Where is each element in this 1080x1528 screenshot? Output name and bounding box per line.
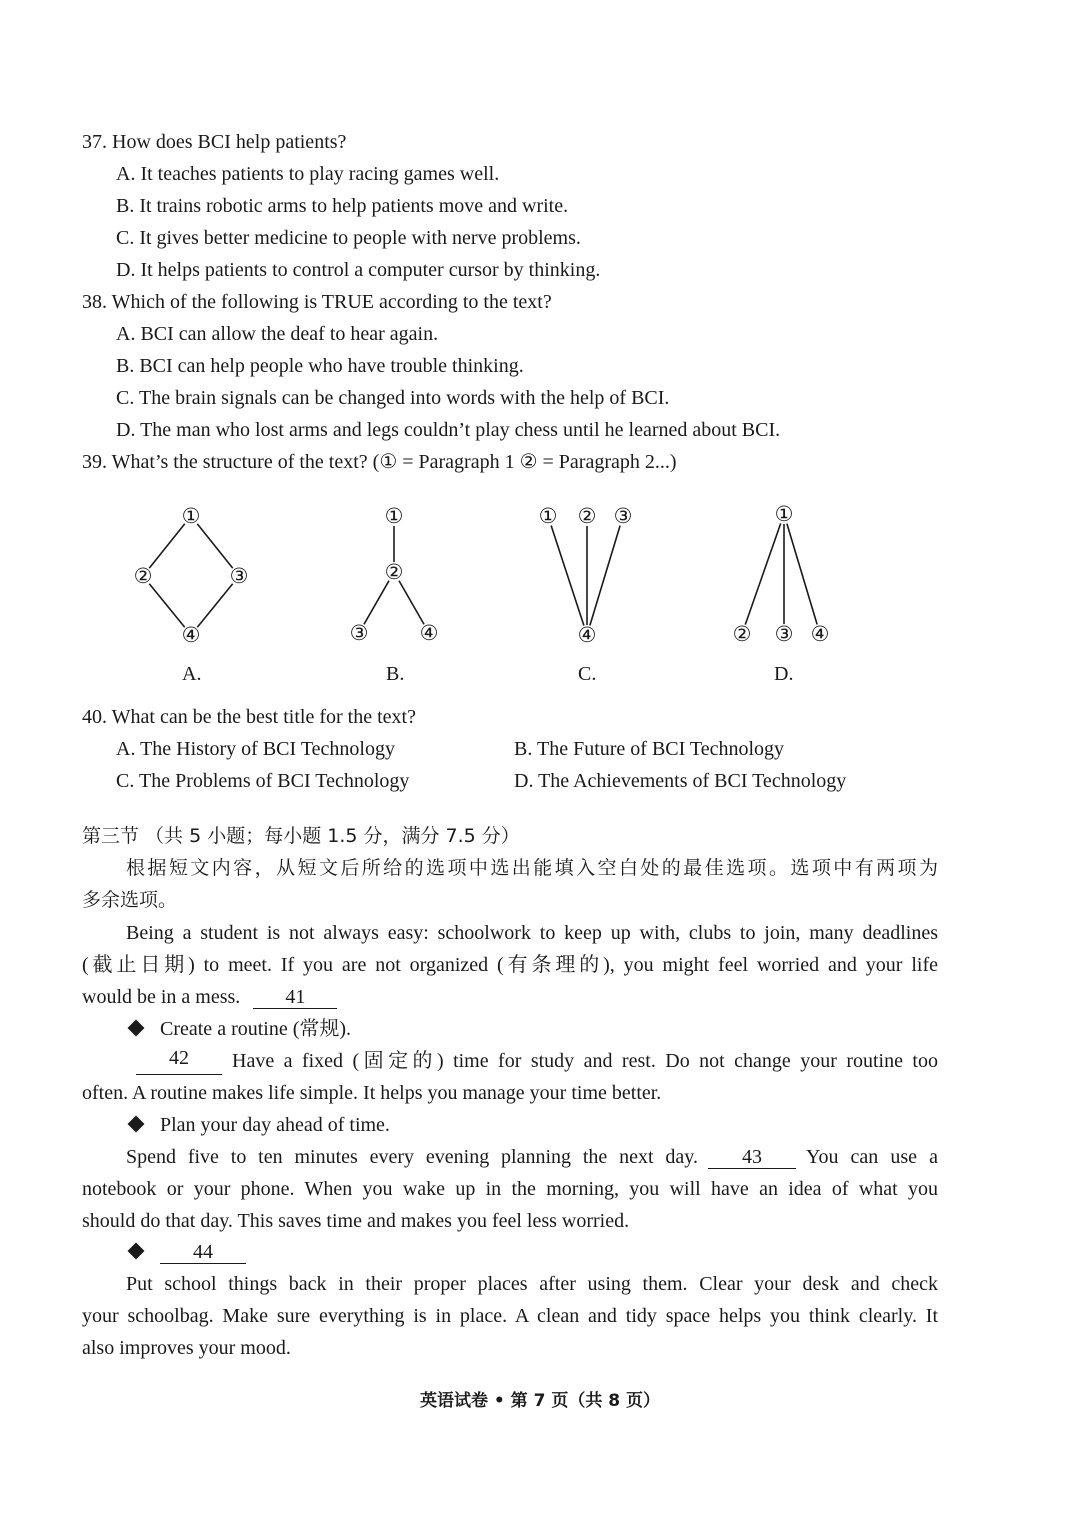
- section-instructions-line1: 根据短文内容，从短文后所给的选项中选出能填入空白处的最佳选项。选项中有两项为: [126, 857, 938, 879]
- section-heading: 第三节 （共 5 小题；每小题 1.5 分，满分 7.5 分）: [82, 825, 520, 847]
- diagram-label-c: C.: [578, 663, 597, 685]
- diamond-bullet-icon: [128, 1020, 145, 1037]
- passage-p3-line1-text-b: You can use a: [806, 1146, 938, 1168]
- diagram-d-node-4: ④: [810, 622, 830, 646]
- passage-p4-line2: your schoolbag. Make sure everything is in place. A clean and tidy space helps you think clearly. It: [82, 1305, 938, 1327]
- diagram-d-node-1: ①: [774, 502, 794, 526]
- diagram-a-node-1: ①: [181, 504, 201, 528]
- diagram-c-node-4: ④: [577, 623, 597, 647]
- bullet-plan-day-text: Plan your day ahead of time.: [160, 1114, 390, 1136]
- q38-option-b: B. BCI can help people who have trouble thinking.: [116, 355, 524, 377]
- diagram-b-node-1: ①: [384, 504, 404, 528]
- blank-41[interactable]: 41: [253, 986, 337, 1009]
- passage-p4-line3: also improves your mood.: [82, 1337, 291, 1359]
- passage-p4-line1: Put school things back in their proper places after using them. Clear your desk and check: [126, 1273, 938, 1295]
- diagram-c-node-1: ①: [538, 504, 558, 528]
- blank-43[interactable]: 43: [708, 1146, 796, 1169]
- diagram-label-b: B.: [386, 663, 405, 685]
- bullet-44: [130, 1238, 246, 1266]
- q38-option-c: C. The brain signals can be changed into words with the help of BCI.: [116, 387, 670, 409]
- page-footer: 英语试卷 • 第 7 页（共 8 页）: [419, 1391, 661, 1411]
- diagram-c-node-2: ②: [577, 504, 597, 528]
- diagram-c-node-3: ③: [613, 504, 633, 528]
- q40-option-d: D. The Achievements of BCI Technology: [514, 770, 847, 792]
- diagram-a-node-2: ②: [133, 564, 153, 588]
- bullet-create-routine-text: Create a routine (常规).: [160, 1018, 352, 1040]
- q38-option-a: A. BCI can allow the deaf to hear again.: [116, 323, 439, 345]
- passage-p2-line2: often. A routine makes life simple. It helps you manage your time better.: [82, 1082, 662, 1104]
- q40-option-a: A. The History of BCI Technology: [116, 738, 395, 760]
- passage-p2-line1-text: Have a fixed (固定的) time for study and rest. Do not change your routine too: [232, 1050, 938, 1072]
- passage-p2-line1: [136, 1047, 938, 1075]
- passage-p1-line3-text: would be in a mess.: [82, 986, 241, 1008]
- q40-stem: 40. What can be the best title for the text?: [82, 706, 416, 728]
- diagram-label-a: A.: [182, 663, 202, 685]
- q40-option-b: B. The Future of BCI Technology: [514, 738, 785, 760]
- q37-stem: 37. How does BCI help patients?: [82, 131, 347, 153]
- diagram-a-node-4: ④: [181, 623, 201, 647]
- diagram-b-node-2: ②: [384, 560, 404, 584]
- bullet-create-routine: [130, 1015, 351, 1043]
- diagram-d-node-2: ②: [732, 622, 752, 646]
- q37-option-a: A. It teaches patients to play racing games well.: [116, 163, 500, 185]
- passage-p1-line3: [82, 983, 337, 1011]
- passage-p3-line1: [126, 1143, 938, 1171]
- blank-42[interactable]: 42: [136, 1047, 222, 1075]
- diagram-label-d: D.: [774, 663, 794, 685]
- q38-option-d: D. The man who lost arms and legs couldn’t play chess until he learned about BCI.: [116, 419, 781, 441]
- diagram-b-node-3: ③: [349, 621, 369, 645]
- passage-p3-line1-text-a: Spend five to ten minutes every evening planning the next day.: [126, 1146, 698, 1168]
- passage-p1-line2: (截止日期) to meet. If you are not organized (有条理的), you might feel worried and your life: [82, 954, 938, 976]
- section-instructions-line2: 多余选项。: [82, 889, 178, 911]
- bullet-plan-day: [130, 1111, 390, 1139]
- passage-p1-line1: Being a student is not always easy: schoolwork to keep up with, clubs to join, many deadlines: [126, 922, 938, 944]
- passage-p3-line3: should do that day. This saves time and makes you feel less worried.: [82, 1210, 630, 1232]
- q38-stem: 38. Which of the following is TRUE according to the text?: [82, 291, 552, 313]
- q40-option-c: C. The Problems of BCI Technology: [116, 770, 410, 792]
- diagram-a-node-3: ③: [229, 564, 249, 588]
- q37-option-d: D. It helps patients to control a computer cursor by thinking.: [116, 259, 601, 281]
- q39-stem: 39. What’s the structure of the text? (① = Paragraph 1 ② = Paragraph 2...): [82, 451, 677, 473]
- diagram-d-node-3: ③: [774, 622, 794, 646]
- blank-44[interactable]: 44: [160, 1241, 246, 1264]
- passage-p3-line2: notebook or your phone. When you wake up in the morning, you will have an idea of what you: [82, 1178, 938, 1200]
- diamond-bullet-icon: [128, 1116, 145, 1133]
- q37-option-c: C. It gives better medicine to people with nerve problems.: [116, 227, 581, 249]
- structure-diagrams: [0, 500, 1080, 660]
- q37-option-b: B. It trains robotic arms to help patients move and write.: [116, 195, 569, 217]
- diamond-bullet-icon: [128, 1243, 145, 1260]
- diagram-b-node-4: ④: [419, 621, 439, 645]
